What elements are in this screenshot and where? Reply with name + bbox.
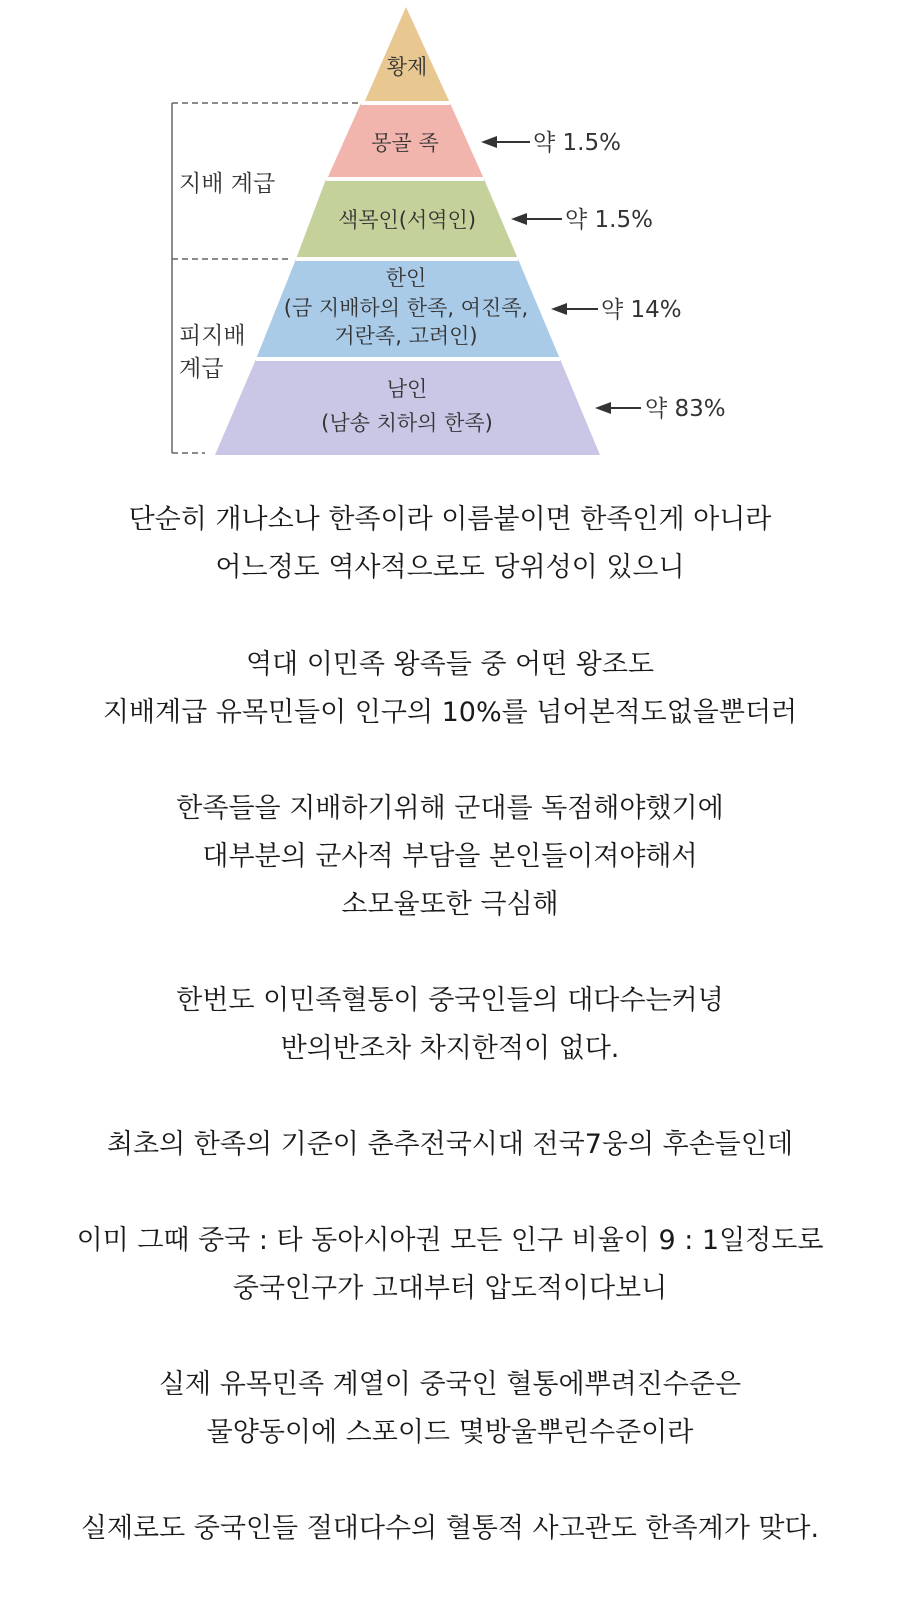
article-line: 실제로도 중국인들 절대다수의 혈통적 사고관도 한족계가 맞다. bbox=[80, 1513, 820, 1544]
arrow-mongol bbox=[481, 136, 530, 148]
social-pyramid-diagram bbox=[0, 0, 900, 470]
percentage-nanren: 약 83% bbox=[645, 396, 726, 422]
percentage-hanren: 약 14% bbox=[601, 297, 682, 323]
article-line: 실제 유목민족 계열이 중국인 혈통에뿌려진수준은 bbox=[158, 1369, 742, 1400]
tier-label-hanren-detail-1: (금 지배하의 한족, 여진족, bbox=[283, 296, 529, 320]
tier-label-nanren-title: 남인 bbox=[386, 377, 428, 401]
article-line: 최초의 한족의 기준이 춘추전국시대 전국7웅의 후손들인데 bbox=[106, 1129, 794, 1160]
tier-label-hanren-detail-2: 거란족, 고려인) bbox=[334, 324, 478, 348]
ruling-class-label: 지배 계급 bbox=[179, 171, 276, 197]
article-line: 단순히 개나소나 한족이라 이름붙이면 한족인게 아니라 bbox=[128, 504, 772, 535]
arrow-hanren bbox=[551, 303, 598, 315]
pyramid-tier-emperor bbox=[364, 7, 450, 103]
tier-label-nanren-detail: (남송 치하의 한족) bbox=[321, 411, 493, 435]
percentage-mongol: 약 1.5% bbox=[533, 130, 621, 156]
pyramid-tier-hanren bbox=[256, 259, 560, 359]
article-line: 어느정도 역사적으로도 당위성이 있으니 bbox=[215, 552, 685, 583]
article-line: 중국인구가 고대부터 압도적이다보니 bbox=[232, 1273, 668, 1304]
article-line: 이미 그때 중국 : 타 동아시아권 모든 인구 비율이 9 : 1일정도로 bbox=[76, 1225, 824, 1256]
tier-label-hanren-title: 한인 bbox=[385, 266, 427, 290]
pyramid-tier-nanren bbox=[215, 359, 600, 455]
article-line: 한번도 이민족혈통이 중국인들의 대다수는커녕 bbox=[176, 985, 724, 1016]
tier-label-emperor: 황제 bbox=[386, 55, 428, 79]
article-line: 한족들을 지배하기위해 군대를 독점해야했기에 bbox=[176, 793, 724, 824]
article-line: 역대 이민족 왕족들 중 어떤 왕조도 bbox=[245, 649, 655, 680]
pyramid-tier-mongol bbox=[327, 103, 484, 179]
tier-label-semu: 색목인(서역인) bbox=[337, 208, 477, 232]
article-line: 물양동이에 스포이드 몇방울뿌린수준이라 bbox=[206, 1417, 694, 1448]
ruled-class-label-line1: 피지배 bbox=[179, 323, 246, 349]
percentage-semu: 약 1.5% bbox=[565, 207, 653, 233]
article-line: 지배계급 유목민들이 인구의 10%를 넘어본적도없을뿐더러 bbox=[102, 697, 798, 728]
tier-shape-nanren bbox=[215, 359, 600, 455]
tier-label-mongol: 몽골 족 bbox=[371, 131, 439, 155]
article-line: 반의반조차 차지한적이 없다. bbox=[280, 1033, 620, 1064]
article-line: 소모율또한 극심해 bbox=[341, 889, 559, 920]
ruled-class-label-line2: 계급 bbox=[179, 356, 224, 382]
arrow-semu bbox=[511, 213, 562, 225]
pyramid-tier-semu bbox=[296, 179, 518, 259]
article-line: 대부분의 군사적 부담을 본인들이져야해서 bbox=[202, 841, 698, 872]
arrow-nanren bbox=[595, 402, 641, 414]
